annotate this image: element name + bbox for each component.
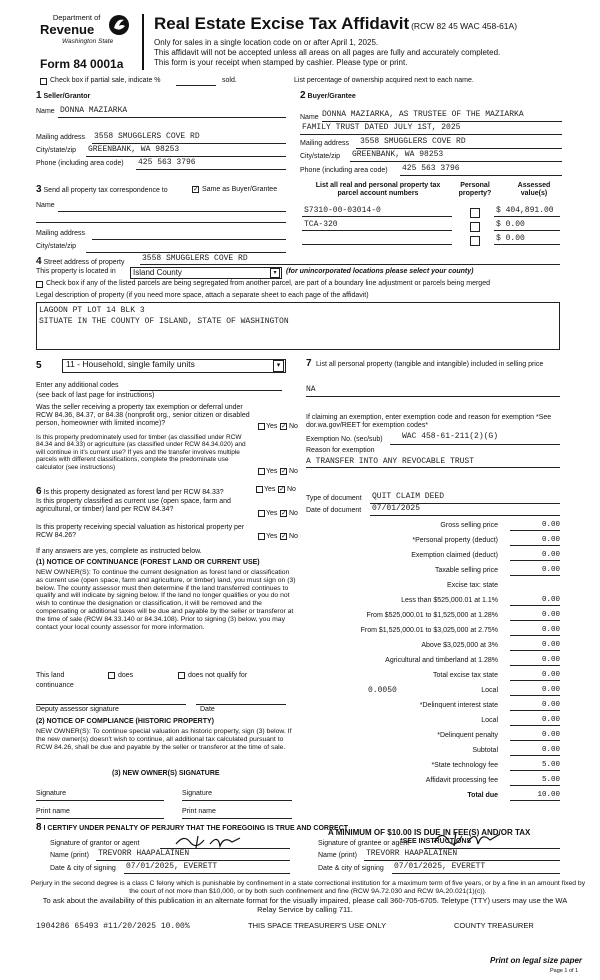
addl-codes-note: (see back of last page for instructions): [36, 392, 155, 399]
buyer-phone-value[interactable]: 425 563 3796: [402, 164, 460, 173]
recording-stamp: 1904286 65493 #11/20/2025 10.00%: [36, 922, 190, 931]
tax-row-label: Gross selling price: [440, 522, 498, 529]
sec5-q2-yes[interactable]: [258, 468, 265, 475]
partial-sale-suffix: sold.: [222, 77, 237, 84]
this-land-label: This land: [36, 672, 65, 679]
tax-row-label: From $1,525,000.01 to $3,025,000 at 2.75%: [360, 627, 498, 634]
legal-line1: LAGOON PT LOT 14 BLK 3: [39, 306, 145, 315]
grantee-sig-label: Signature of grantee or agent: [318, 840, 410, 847]
buyer-heading: Buyer/Grantee: [307, 93, 356, 100]
value-line: [494, 216, 560, 217]
tax-row-label: Total excise tax state: [433, 672, 498, 679]
same-as-buyer-checkbox[interactable]: ✓: [193, 186, 199, 193]
dropdown-arrow-icon[interactable]: ▾: [270, 268, 280, 278]
tax-row-label: Affidavit processing fee: [425, 777, 498, 784]
tax-row-value[interactable]: 5.00: [510, 776, 560, 786]
assessed-value[interactable]: $ 0.00: [496, 220, 525, 229]
tax-row-label: Above $3,025,000 at 3%: [421, 642, 498, 649]
tax-row-value[interactable]: 5.00: [510, 761, 560, 771]
tax-row-value[interactable]: 0.00: [510, 656, 560, 666]
grantor-date-line: [124, 873, 290, 874]
sec3-mailing-field[interactable]: [92, 239, 286, 240]
dept-logo: [40, 14, 113, 45]
treasurer-use-label: THIS SPACE TREASURER'S USE ONLY: [248, 921, 387, 930]
partial-percent-field[interactable]: [176, 85, 216, 86]
doc-date-value[interactable]: 07/01/2025: [372, 504, 421, 513]
tax-row-label: Less than $525,000.01 at 1.1%: [401, 597, 498, 604]
sec6-q3: Is this property receiving special valuation as historical property per RCW 84.26?: [36, 524, 245, 540]
owner-sig-label1: Signature: [36, 790, 66, 797]
legal-description-box[interactable]: [36, 302, 560, 350]
grantee-date-value[interactable]: 07/01/2025, EVERETT: [394, 862, 486, 871]
owner-print-label2: Print name: [182, 808, 216, 815]
tax-row-value[interactable]: 0.00: [510, 611, 560, 621]
parcel-line: [302, 244, 452, 245]
grantee-date-label: Date & city of signing: [318, 865, 384, 872]
seller-city-label: City/state/zip: [36, 147, 77, 154]
deputy-sig-label: Deputy assessor signature: [36, 706, 119, 713]
sec3-name-field2[interactable]: [36, 222, 286, 223]
grantor-name-line: [96, 860, 290, 861]
county-select[interactable]: [130, 267, 282, 279]
deputy-date-label: Date: [200, 706, 215, 713]
deputy-sig-field[interactable]: [36, 704, 186, 705]
header-note2: This affidavit will not be accepted unless all areas on all pages are fully and accurately completed.: [154, 48, 501, 57]
seller-city-line: [86, 156, 286, 157]
doc-type-label: Type of document: [306, 495, 362, 502]
tax-row-label: Subtotal: [472, 747, 498, 754]
reason-label: Reason for exemption: [306, 447, 375, 454]
buyer-name-line1: [322, 121, 562, 122]
title-rcw: (RCW 82 45 WAC 458-61A): [411, 21, 518, 31]
compliance-heading: (2) NOTICE OF COMPLIANCE (HISTORIC PROPERTY): [36, 718, 214, 725]
grantee-signature-image: [432, 828, 502, 851]
owner-print-label1: Print name: [36, 808, 70, 815]
tax-row-value[interactable]: 0.00: [510, 731, 560, 741]
grantee-name-label: Name (print): [318, 852, 357, 859]
buyer-city-label: City/state/zip: [300, 153, 341, 160]
sec5-q2: Is this property predominately used for timber (as classified under RCW 84.34 and 84.33) or agriculture (as classified under RCW 84.34.020) and will continue in it's current use? If yes and the transfer involves multiple parcels with different classifications, complete the predominate use calculator (see instructions): [36, 434, 246, 471]
sec5-q1-yes[interactable]: [258, 423, 265, 430]
grantor-date-label: Date & city of signing: [50, 865, 116, 872]
sec5-q2-no[interactable]: ✓: [281, 468, 287, 475]
personal-property-checkbox[interactable]: [470, 236, 480, 246]
value-line: [494, 230, 560, 231]
sec6-q1-no-label: No: [287, 486, 296, 493]
parcel-line: [302, 216, 452, 217]
sec6-q3-no-label: No: [289, 533, 298, 540]
certify-text: I CERTIFY UNDER PENALTY OF PERJURY THAT THE FOREGOING IS TRUE AND CORRECT: [43, 825, 349, 832]
parcel-number[interactable]: S7310-00-03014-0: [304, 206, 381, 215]
county-treasurer-label: COUNTY TREASURER: [454, 921, 534, 930]
tax-row-label: From $525,000.01 to $1,525,000 at 1.28%: [366, 612, 498, 619]
buyer-mailing-label: Mailing address: [300, 140, 350, 147]
grantor-name-value[interactable]: TREVORR HAAPALAINEN: [98, 849, 190, 858]
tax-row-value[interactable]: 10.00: [510, 791, 560, 801]
land-use-select[interactable]: [62, 359, 286, 373]
sec6-q3-yes-label: Yes: [266, 533, 278, 540]
tax-row-label: *Delinquent interest state: [419, 702, 498, 709]
sec3-name-label: Name: [36, 202, 55, 209]
sec3-city-label: City/state/zip: [36, 243, 77, 250]
doc-date-line: [370, 515, 560, 516]
section6-heading: 6 Is this property designated as forest land per RCW 84.33?: [36, 486, 224, 497]
land-use-value: 11 - Household, single family units: [66, 359, 195, 369]
sec7-value[interactable]: NA: [306, 385, 316, 394]
seller-phone-line: [136, 169, 286, 170]
sec3-city-field[interactable]: [86, 252, 286, 253]
sec6-q2-yes-label: Yes: [266, 510, 278, 517]
continuance-heading: (1) NOTICE OF CONTINUANCE (FOREST LAND OR CURRENT USE): [36, 559, 260, 566]
seller-mailing-label: Mailing address: [36, 134, 86, 141]
partial-sale-label: Check box if partial sale, indicate %: [50, 77, 161, 84]
minimum-notice: A MINIMUM OF $10.00 IS DUE IN FEE(S) AND/OR TAX: [328, 828, 531, 837]
tax-row-value[interactable]: 0.00: [510, 686, 560, 696]
sec6-note: If any answers are yes, complete as instructed below.: [36, 548, 202, 555]
parcel-number[interactable]: TCA-320: [304, 220, 338, 229]
county-note: (for unincorporated locations please select your county): [286, 268, 474, 275]
does-label: does: [118, 672, 134, 679]
continuance-label: continuance: [36, 682, 74, 689]
tax-row-value[interactable]: 0.00: [510, 671, 560, 681]
parcels-col2-header: Personal property?: [458, 182, 492, 198]
buyer-phone-label: Phone (including area code): [300, 167, 388, 174]
seller-city-value[interactable]: GREENBANK, WA 98253: [88, 145, 180, 154]
street-value[interactable]: 3558 SMUGGLERS COVE RD: [142, 254, 248, 263]
dept-line1: Department of: [52, 13, 101, 22]
does-not-checkbox[interactable]: [178, 672, 185, 679]
seller-name-value[interactable]: DONNA MAZIARKA: [60, 106, 128, 115]
buyer-mailing-line: [356, 148, 562, 149]
sec6-q2-yes[interactable]: [258, 510, 265, 517]
grantor-sig-label: Signature of grantor or agent: [50, 840, 140, 847]
sec5-q2-no-label: No: [289, 468, 298, 475]
dept-line3: Washington State: [62, 37, 114, 45]
tax-row-label: Excise tax: state: [447, 582, 498, 589]
value-line: [494, 244, 560, 245]
sec6-q1: Is this property designated as forest land per RCW 84.33?: [43, 489, 224, 496]
reason-value[interactable]: A TRANSFER INTO ANY REVOCABLE TRUST: [306, 457, 475, 466]
sec6-q2-no[interactable]: ✓: [281, 510, 287, 517]
tax-row-label: Taxable selling price: [434, 567, 498, 574]
tax-row-value[interactable]: 0.00: [510, 626, 560, 636]
header-note1: Only for sales in a single location code on or after April 1, 2025.: [154, 38, 379, 47]
sec3-mailing-label: Mailing address: [36, 230, 86, 237]
parcel-line: [302, 230, 452, 231]
does-not-label: does not qualify for: [188, 672, 248, 679]
buyer-name-value1[interactable]: DONNA MAZIARKA, AS TRUSTEE OF THE MAZIARKA: [322, 110, 524, 119]
buyer-city-value[interactable]: GREENBANK, WA 98253: [352, 150, 444, 159]
sec3-label: Send all property tax correspondence to: [43, 187, 168, 194]
compliance-body: NEW OWNER(S): To continue special valuation as historic property, sign (3) below. If the new owner(s) doesn't wish to continue, all additional tax calculated pursuant to RCW 84.26, shall be due and payable by the seller or transferor at the time of sale.: [36, 728, 292, 751]
owner-sig-field1[interactable]: [36, 800, 164, 801]
tax-row-label: Agricultural and timberland at 1.28%: [385, 657, 498, 664]
ownership-note: List percentage of ownership acquired next to each name.: [294, 77, 474, 84]
continuance-body: NEW OWNER(S): To continue the current designation as forest land or classification as current use (open space, farm and agriculture, or timber) land, you must sign on (3) below. The county assessor must then determine if the land transferred continues to qualify and will indicate by signing below. If the land no longer qualifies or you do not wish to continue the designation or classification, it will be removed and the compensating or additional taxes will be due and payable by the seller or transferor at the time of sale (RCW 84.33.140 or 84.34.108). Prior to signing (3) below, you may contact your local county assessor for more information.: [36, 569, 296, 631]
legal-label: Legal description of property (if you need more space, attach a separate sheet to each page of the affidavit): [36, 292, 369, 299]
personal-property-checkbox[interactable]: [470, 222, 480, 232]
grantor-name-label: Name (print): [50, 852, 89, 859]
tax-row-value[interactable]: 0.00: [510, 551, 560, 561]
tax-row-value[interactable]: 0.00: [510, 641, 560, 651]
segregated-label: Check box if any of the listed parcels are being segregated from another parcel, are part of a boundary line adjustment or parcels being merged: [46, 280, 490, 287]
sec5-q1-no[interactable]: ✓: [281, 423, 287, 430]
county-value: Island County: [133, 268, 182, 277]
doc-date-label: Date of document: [306, 507, 362, 514]
tax-row-label: Total due: [467, 792, 498, 799]
sec5-q1-yes-label: Yes: [266, 423, 278, 430]
sec3-name-field[interactable]: [58, 211, 286, 212]
grantee-date-line: [392, 873, 560, 874]
revenue-logo-icon: [108, 14, 130, 36]
sec6-q3-yes[interactable]: [258, 533, 265, 540]
seller-name-label: Name: [36, 108, 55, 115]
header-divider: [142, 14, 144, 70]
addl-codes-label: Enter any additional codes: [36, 382, 119, 389]
owner-sig-label2: Signature: [182, 790, 212, 797]
exempt-no-value[interactable]: WAC 458-61-211(2)(G): [402, 432, 499, 441]
segregated-checkbox[interactable]: [36, 281, 43, 288]
grantor-date-value[interactable]: 07/01/2025, EVERETT: [126, 862, 218, 871]
tax-row-value[interactable]: 0.00: [510, 596, 560, 606]
grantee-name-line: [364, 860, 560, 861]
section1-heading: 1 Seller/Grantor: [36, 90, 91, 101]
sec5-q1-no-label: No: [289, 423, 298, 430]
tax-row-label: *Delinquent penalty: [437, 732, 498, 739]
tax-row-label: Local: [481, 717, 498, 724]
assessed-value[interactable]: $ 0.00: [496, 234, 525, 243]
tax-row-label: Local: [481, 687, 498, 694]
section5-number: 5: [36, 360, 42, 371]
header-note3: This form is your receipt when stamped by cashier. Please type or print.: [154, 58, 408, 67]
owner-print-field2[interactable]: [182, 818, 292, 819]
street-label: Street address of property: [43, 259, 125, 266]
seller-phone-value[interactable]: 425 563 3796: [138, 158, 196, 167]
reason-line: [306, 467, 560, 468]
sec6-q1-no[interactable]: ✓: [279, 486, 285, 493]
sec6-q2-no-label: No: [289, 510, 298, 517]
grantee-name-value[interactable]: TREVORR HAAPALAINEN: [366, 849, 458, 858]
tax-row-label: *State technology fee: [431, 762, 498, 769]
local-rate: 0.0050: [368, 686, 397, 695]
sec6-q1-yes[interactable]: [256, 486, 263, 493]
see-instructions: *SEE INSTRUCTIONS: [400, 838, 472, 845]
buyer-name-value2[interactable]: FAMILY TRUST DATED JULY 1ST, 2025: [302, 123, 461, 132]
section3-heading: 3 Send all property tax correspondence to: [36, 184, 168, 195]
seller-heading: Seller/Grantor: [43, 93, 91, 100]
page-number: Page 1 of 1: [550, 968, 579, 974]
addl-codes-field[interactable]: [130, 390, 282, 391]
tax-row-label: *Personal property (deduct): [412, 537, 498, 544]
legal-line2: SITUATE IN THE COUNTY OF ISLAND, STATE OF WASHINGTON: [39, 317, 289, 327]
section4-heading: 4 Street address of property: [36, 256, 125, 267]
perjury-notice: Perjury in the second degree is a class C felony which is punishable by confinement in a state correctional institution for a maximum term of five years, or by a fine in an amount fixed by the court of not more than $10,000, or by both such confinement and fine (RCW 9A.72.030 and RCW 9A.20.021(1)(c)).: [30, 880, 586, 895]
form-number: Form 84 0001a: [40, 57, 124, 71]
form-title: [154, 14, 517, 34]
section8-heading: 8 I CERTIFY UNDER PENALTY OF PERJURY THAT THE FOREGOING IS TRUE AND CORRECT: [36, 822, 349, 833]
sec6-q2: Is this property classified as current use (open space, farm and agricultural, or timber) land per RCW 84.34?: [36, 498, 231, 514]
exempt-no-line: [390, 444, 560, 445]
seller-mailing-value[interactable]: 3558 SMUGGLERS COVE RD: [94, 132, 200, 141]
seller-name-line: [58, 117, 286, 118]
owner-print-field1[interactable]: [36, 818, 164, 819]
exempt-label: If claiming an exemption, enter exemption code and reason for exemption *See dor.wa.gov/REET for exemption codes*: [306, 414, 552, 430]
personal-property-checkbox[interactable]: [470, 208, 480, 218]
buyer-mailing-value[interactable]: 3558 SMUGGLERS COVE RD: [360, 137, 466, 146]
does-checkbox[interactable]: [108, 672, 115, 679]
owner-sig-field2[interactable]: [182, 800, 292, 801]
assessed-value[interactable]: $ 404,891.00: [496, 206, 554, 215]
located-label: This property is located in: [36, 268, 116, 275]
seller-phone-label: Phone (including area code): [36, 160, 124, 167]
dept-line2: Revenue: [40, 21, 95, 37]
tax-row-value[interactable]: 0.00: [510, 746, 560, 756]
same-as-buyer-label: Same as Buyer/Grantee: [202, 186, 278, 193]
legal-size-note: Print on legal size paper: [490, 956, 583, 965]
sec7-label: List all personal property (tangible and intangible) included in selling price: [316, 361, 544, 368]
sec7-line: [306, 396, 560, 397]
title-text: Real Estate Excise Tax Affidavit: [154, 14, 410, 33]
tax-row-label: Exemption claimed (deduct): [411, 552, 498, 559]
seller-mailing-line: [92, 143, 286, 144]
tax-row-value[interactable]: 0.00: [510, 566, 560, 576]
accessibility-notice: To ask about the availability of this publication in an alternate format for the visually impaired, please call 360-705-6705. Teletype (TTY) users may use the WA Relay Service by calling 711.: [42, 896, 568, 914]
tax-row-value[interactable]: 0.00: [510, 701, 560, 711]
sec6-q1-yes-label: Yes: [264, 486, 276, 493]
buyer-city-line: [350, 161, 562, 162]
section7-number: 7: [306, 358, 312, 369]
doc-type-value[interactable]: QUIT CLAIM DEED: [372, 492, 445, 501]
parcels-col1-header: List all real and personal property tax parcel account numbers: [315, 182, 441, 198]
deputy-date-field[interactable]: [196, 704, 286, 705]
dropdown-arrow-icon[interactable]: ▾: [273, 360, 284, 372]
buyer-phone-line: [400, 175, 562, 176]
exempt-no-label: Exemption No. (sec/sub): [306, 436, 383, 443]
partial-sale-checkbox[interactable]: [40, 78, 47, 85]
sec5-q1: Was the seller receiving a property tax exemption or deferral under RCW 84.36, 84.37, or 84.38 (nonprofit org., senior citizen or disabled person, homeowner with limited income)?: [36, 404, 250, 428]
tax-row-value[interactable]: 0.00: [510, 536, 560, 546]
buyer-name-line2: [300, 134, 562, 135]
new-owner-sig-heading: (3) NEW OWNER(S) SIGNATURE: [112, 770, 220, 777]
sec5-q2-yes-label: Yes: [266, 468, 278, 475]
tax-row-value[interactable]: 0.00: [510, 521, 560, 531]
section2-heading: 2 Buyer/Grantee: [300, 90, 356, 101]
sec6-q3-no[interactable]: ✓: [281, 533, 287, 540]
street-line: [140, 264, 560, 265]
parcels-col3-header: Assessed value(s): [517, 182, 551, 198]
tax-row-value[interactable]: 0.00: [510, 716, 560, 726]
buyer-name-label: Name: [300, 114, 319, 121]
